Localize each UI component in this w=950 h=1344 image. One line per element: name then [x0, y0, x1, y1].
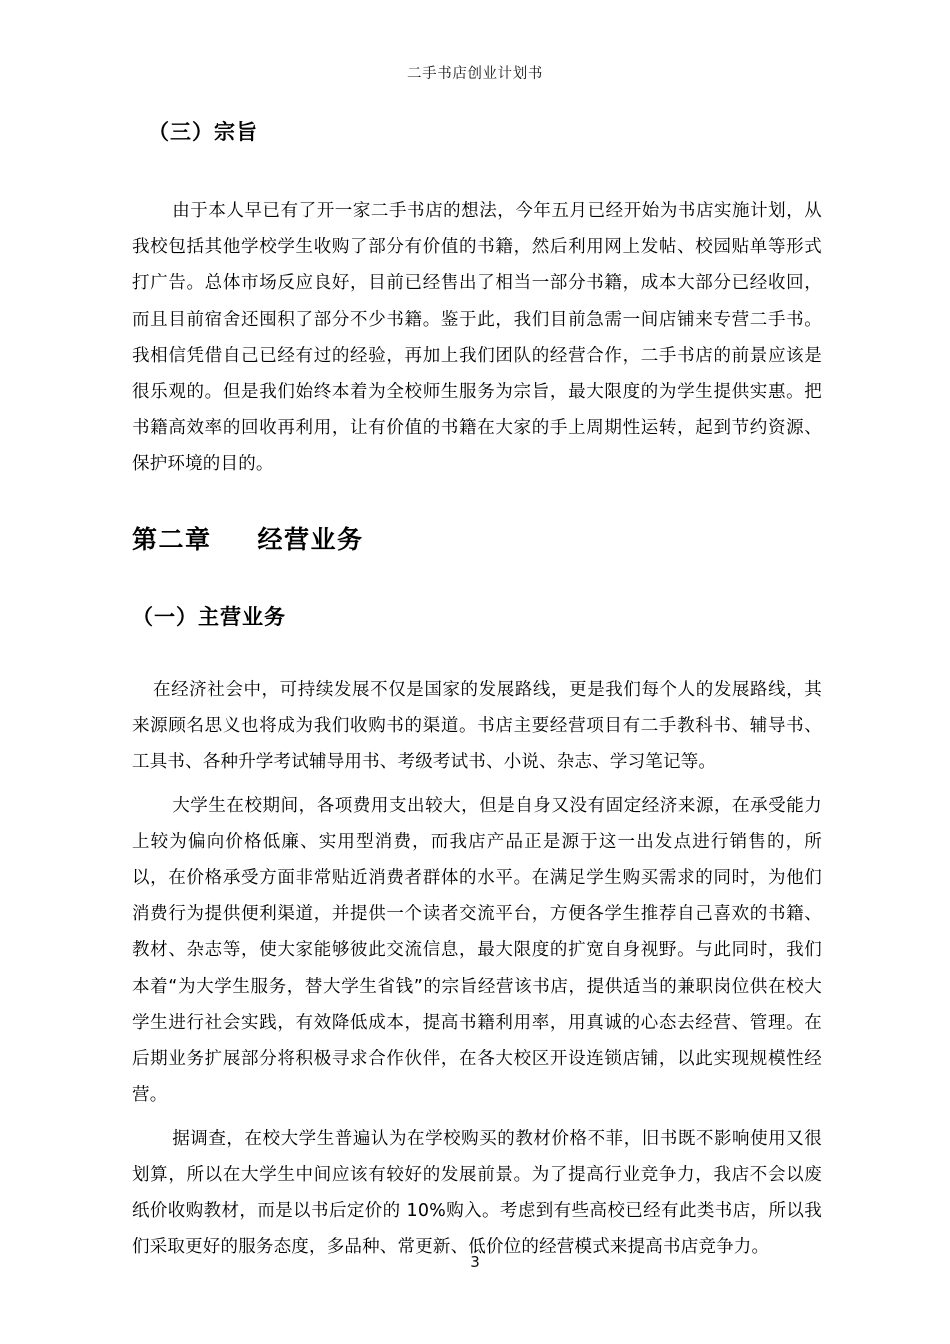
spacer	[132, 632, 822, 672]
section-heading-purpose: （三）宗旨	[148, 120, 258, 144]
spacer	[132, 557, 822, 603]
paragraph-main-1: 在经济社会中，可持续发展不仅是国家的发展路线，更是我们每个人的发展路线，其来源顾名思义也将成为我们收购书的渠道。书店主要经营项目有二手教科书、辅导书、工具书、各种升学考试辅导用书、考级考试书、小说、杂志、学习笔记等。	[132, 680, 822, 773]
page-header	[0, 62, 950, 83]
spacer	[132, 1113, 822, 1121]
spacer	[132, 780, 822, 788]
spacer	[132, 147, 822, 193]
spacer	[132, 482, 822, 522]
page-footer	[0, 1253, 950, 1271]
document-body	[132, 118, 822, 1265]
chapter-title: 经营业务	[257, 524, 364, 554]
paragraph-purpose-1: 由于本人早已有了开一家二手书店的想法，今年五月已经开始为书店实施计划，从我校包括其他学校学生收购了部分有价值的书籍，然后利用网上发帖、校园贴单等形式打广告。总体市场反应良好，目前已经售出了相当一部分书籍，成本大部分已经收回，而且目前宿舍还囤积了部分不少书籍。鉴于此，我们目前急需一间店铺来专营二手书。我相信凭借自己已经有过的经验，再加上我们团队的经营合作，二手书店的前景应该是很乐观的。但是我们始终本着为全校师生服务为宗旨，最大限度的为学生提供实惠。把书籍高效率的回收再利用，让有价值的书籍在大家的手上周期性运转，起到节约资源、保护环境的目的。	[132, 201, 822, 474]
paragraph-main-3: 据调查，在校大学生普遍认为在学校购买的教材价格不菲，旧书既不影响使用又很划算，所以在大学生中间应该有较好的发展前景。为了提高行业竞争力，我店不会以废纸价收购教材，而是以书后定价的 10%购入。考虑到有些高校已经有此类书店，所以我们采取更好的服务态度，多品种、常更新、低价位的经营模式来提高书店竞争力。	[132, 1128, 822, 1257]
chapter-heading	[132, 522, 822, 557]
page-number: 3	[470, 1253, 480, 1271]
header-title: 二手书店创业计划书	[407, 66, 543, 82]
paragraph-main-2: 大学生在校期间，各项费用支出较大，但是自身又没有固定经济来源，在承受能力上较为偏向价格低廉、实用型消费，而我店产品正是源于这一出发点进行销售的，所以，在价格承受方面非常贴近消费者群体的水平。在满足学生购买需求的同时，为他们消费行为提供便利渠道，并提供一个读者交流平台，方便各学生推荐自己喜欢的书籍、教材、杂志等，使大家能够彼此交流信息，最大限度的扩宽自身视野。与此同时，我们本着“为大学生服务，替大学生省钱”的宗旨经营该书店，提供适当的兼职岗位供在校大学生进行社会实践，有效降低成本，提高书籍利用率，用真诚的心态去经营、管理。在后期业务扩展部分将积极寻求合作伙伴，在各大校区开设连锁店铺，以此实现规模性经营。	[132, 796, 822, 1105]
chapter-label: 第二章	[132, 524, 212, 554]
section-heading-main-business: （一）主营业务	[132, 604, 286, 629]
